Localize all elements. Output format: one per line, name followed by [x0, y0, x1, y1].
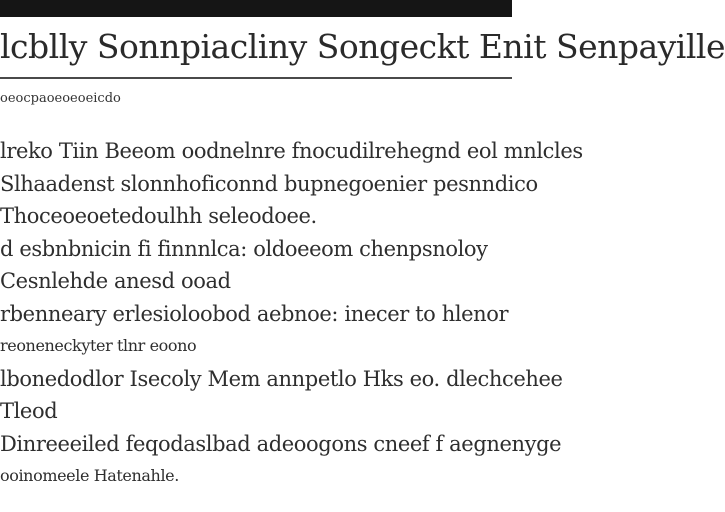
document-title: lcblly Sonnpiacliny Songeckt Enit Senpayille	[0, 27, 725, 66]
body-line: rbenneary erlesioloobod aebnoe: inecer to hlenor	[0, 301, 509, 326]
body-line: ooinomeele Hatenahle.	[0, 466, 179, 485]
body-line: reoneneckyter tlnr eoono	[0, 336, 197, 355]
body-line: Cesnlehde anesd ooad	[0, 269, 231, 293]
body-line: lbonedodlor Isecoly Mem annpetlo Hks eo. dlechcehee	[0, 366, 563, 391]
body-line: Dinreeeiled feqodaslbad adeoogons cneef f aegnenyge	[0, 431, 562, 456]
body-line: d esbnbnicin fi finnnlca: oldoeeom chenpsnoloy	[0, 236, 488, 261]
header-divider	[0, 77, 512, 79]
body-line: Slhaadenst slonnhoficonnd bupnegoenier pesnndico	[0, 171, 538, 196]
body-line: Tleod	[0, 399, 58, 423]
body-line: lreko Tiin Beeom oodnelnre fnocudilrehegnd eol mnlcles	[0, 139, 583, 163]
document-subheading: oeocpaoeoeoeicdo	[0, 91, 121, 106]
body-text	[0, 136, 583, 494]
body-line: Thoceoeoetedoulhh seleodoee.	[0, 204, 317, 228]
top-bar	[0, 0, 512, 17]
